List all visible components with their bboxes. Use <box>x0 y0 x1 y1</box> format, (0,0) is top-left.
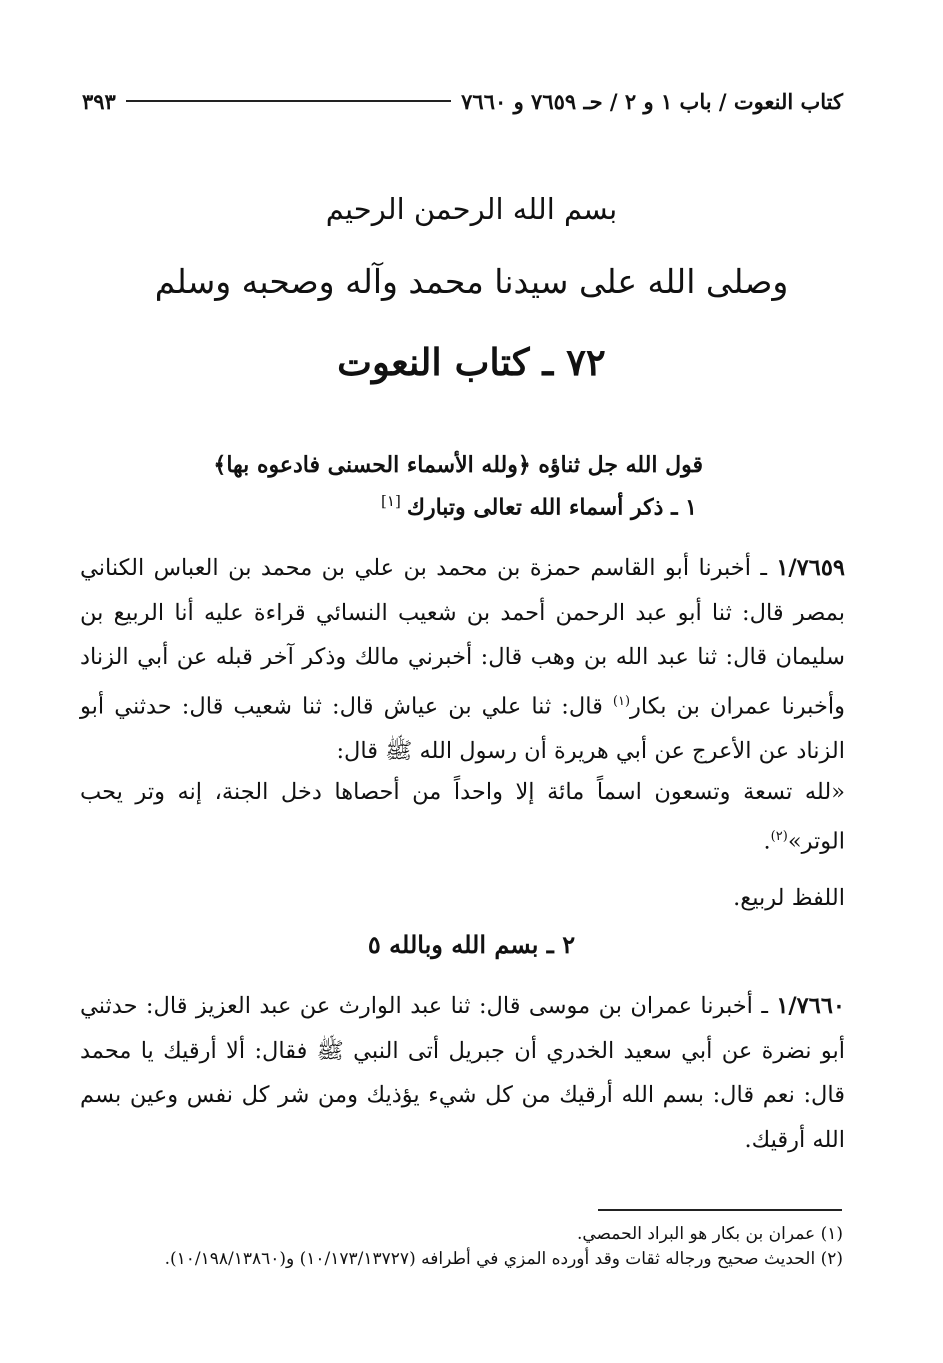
hadith-1-text-a: ـ أخبرنا أبو القاسم حمزة بن محمد بن علي بن محمد بن العباس الكناني بمصر قال: ثنا أبو عبد الرحمن أحمد بن شعيب النسائي قراءة عليه أنا الربيع بن سليمان قال: ثنا عبد الله بن وهب قال: أخبرني مالك وذكر آخر قبله عن أبي الزناد وأخبرنا عمران بن بكار <box>80 555 845 719</box>
salutation: وصلى الله على سيدنا محمد وآله وصحبه وسلم <box>154 262 789 301</box>
hadith-2-text: ـ أخبرنا عمران بن موسى قال: ثنا عبد الوارث عن عبد العزيز قال: حدثني أبو نضرة عن أبي سعيد الخدري أن جبريل أتى النبي ﷺ فقال: ألا أرقيك يا محمد قال: نعم قال: بسم الله أرقيك من كل شيء يؤذيك ومن شر كل نفس وعين بسم الله أرقيك. <box>80 993 845 1153</box>
epigraph: قول الله جل ثناؤه ﴿ولله الأسماء الحسنى فادعوه بها﴾ <box>213 452 703 478</box>
hadith-1-lafz: اللفظ لربيع. <box>733 885 845 911</box>
hadith-2-number: ١/٧٦٦٠ <box>776 993 845 1019</box>
chapter-1-title: ١ ـ ذكر أسماء الله تعالى وتبارك <box>406 494 697 521</box>
book-title: ٧٢ ـ كتاب النعوت <box>337 340 606 384</box>
footnote-rule <box>598 1209 842 1211</box>
chapter-1-heading <box>381 492 697 520</box>
footnote-ref-2: (٢) <box>770 828 788 844</box>
footnote-ref-1: (١) <box>612 693 631 709</box>
hadith-1-text-b: قال: ثنا علي بن عياش قال: ثنا شعيب قال: حدثني أبو الزناد عن الأعرج عن أبي هريرة أن رسول الله ﷺ قال: <box>80 693 845 764</box>
footnote-2: (٢) الحديث صحيح ورجاله ثقات وقد أورده المزي في أطرافه (١٠/١٧٣/١٣٧٢٧) و(١٠/١٩٨/١٣٨٦٠). <box>164 1249 843 1269</box>
basmala: بسم الله الرحمن الرحيم <box>325 192 618 226</box>
page-number: ٣٩٣ <box>82 88 116 114</box>
header-rule <box>126 100 451 102</box>
hadith-1-matn-text: «لله تسعة وتسعون اسماً مائة إلا واحداً من أحصاها دخل الجنة، إنه وتر يحب الوتر» <box>80 779 845 854</box>
footnotes <box>80 1222 843 1272</box>
hadith-1-number: ١/٧٦٥٩ <box>776 555 845 581</box>
running-header <box>82 84 843 118</box>
hadith-1-matn <box>80 770 845 864</box>
hadith-1-matn-end: . <box>763 828 771 854</box>
footnote-1: (١) عمران بن بكار هو البراد الحمصي. <box>576 1224 843 1244</box>
chapter-1-ref: [١] <box>381 492 401 510</box>
hadith-2 <box>80 984 845 1162</box>
running-title: كتاب النعوت / باب ١ و ٢ / حـ ٧٦٥٩ و ٧٦٦٠ <box>461 88 843 114</box>
chapter-2-heading: ٢ ـ بسم الله وبالله ٥ <box>367 930 576 959</box>
hadith-1-isnad <box>80 546 845 773</box>
